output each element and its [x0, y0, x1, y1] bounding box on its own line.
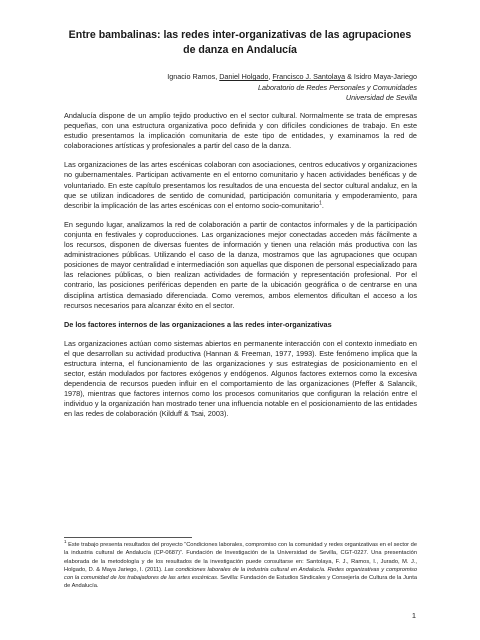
page-number: 1	[411, 611, 416, 620]
author-santolaya-link[interactable]: Francisco J. Santolaya	[272, 72, 346, 81]
footnote-text-1: Este trabajo presenta resultados del proyecto “Condiciones laborales, compromiso con la comunidad y redes organizativas en el sector de la industria cultural de Andalucía (CP-0687)”. Fundación de Investigación de la Universidad de Sevilla, CGT-0227. Una presentación elaborada de la metodología y de los resultados de la investigación puede consultarse en: Santolaya, F. J., Ramos, I., Jurado, M. J., Holgado, D. & Maya Jariego, I. (2011).	[64, 542, 417, 573]
footnote-divider	[64, 537, 192, 538]
document-title: Entre bambalinas: las redes inter-organizativas de las agrupaciones de danza en Andalucía	[68, 29, 412, 56]
footnote-text-2: . Sevilla: Fundación de Estudios Sindicales y Consejería de Cultura de la Junta de Andalucía.	[64, 575, 417, 590]
author-separator: ,	[268, 72, 273, 81]
affiliation-university: Universidad de Sevilla	[345, 93, 417, 103]
section-heading: De los factores internos de las organizaciones a las redes inter-organizativas	[64, 319, 332, 329]
author-maya-jariego: & Isidro Maya-Jariego	[345, 72, 417, 81]
footnote-title-italic: Las condiciones laborales de la industria cultural en Andalucía. Redes organizativas y compromiso con la comunidad de los trabajadores de las artes escénicas	[64, 566, 417, 582]
author-holgado-link[interactable]: Daniel Holgado	[219, 72, 269, 81]
footnote-ref: 1	[319, 200, 322, 207]
author-ramos: Ignacio Ramos,	[167, 72, 220, 81]
paragraph-intro: Andalucía dispone de un amplio tejido productivo en el sector cultural. Normalmente se trata de empresas pequeñas, con una estructura organizativa poco definida y con difíciles condiciones de trabajo. En este estudio presentamos la implicación comunitaria de este tipo de entidades, y examinamos la red de colaboraciones artísticas y profesionales a partir del caso de la danza.	[64, 111, 417, 151]
paragraph-network: En segundo lugar, analizamos la red de colaboración a partir de contactos informales y de la participación conjunta en festivales y coproducciones. Las organizaciones mejor conectadas acceden más fácilmente a los recursos, disponen de diversas fuentes de información y tienen una relación más productiva con las administraciones públicas. Utilizando el caso de la danza, mostramos que las agrupaciones que ocupan posiciones de mayor centralidad e intermediación son aquellas que disponen de personal especializado para las relaciones públicas, o bien realizan actividades de formación y representación profesional. Por el contrario, las posiciones periféricas dependen en parte de la ubicación geográfica o de centrarse en una disciplina artística demasiado diferenciada. Como veremos, ambos elementos dificultan el acceso a los recursos necesarios para alcanzar éxito en el sector.	[64, 219, 417, 310]
author-block	[87, 72, 417, 104]
paragraph-organizations: Las organizaciones actúan como sistemas abiertos en permanente interacción con el contexto inmediato en el que desarrollan su actividad productiva (Hannan & Freeman, 1977, 1993). Este fenómeno implica que la estructura interna, el funcionamiento de las organizaciones y sus estrategias de posicionamiento en el sector, están modulados por factores exógenos y endógenos. Algunos factores externos como la excesiva dependencia de recursos pueden influir en el comportamiento de las organizaciones (Pfeffer & Salancik, 1978), mientras que factores internos como los procesos comunitarios que configuran la relación entre el individuo y la organización han mostrado tener una influencia notable en el posicionamiento de las entidades en las redes de colaboración (Kilduff & Tsai, 2003).	[64, 338, 417, 419]
paragraph-community-end: .	[321, 200, 324, 210]
footnote-number: 1	[64, 539, 67, 545]
paragraph-community	[64, 160, 417, 210]
document-body	[64, 111, 417, 429]
affiliation-lab: Laboratorio de Redes Personales y Comunidades	[257, 82, 417, 92]
paragraph-community-text: Las organizaciones de las artes escénicas colaboran con asociaciones, centros educativos y organizaciones no gubernamentales. Participan activamente en el entorno comunitario y hacen actividades benéficas y de voluntariado. En este capítulo presentamos los resultados de una encuesta del sector cultural andaluz, en la que se utilizan indicadores de sentido de comunidad, participación comunitaria y empoderamiento, para describir la implicación de las artes escénicas con el entorno socio-comunitario	[64, 160, 417, 210]
footnote	[64, 541, 417, 591]
